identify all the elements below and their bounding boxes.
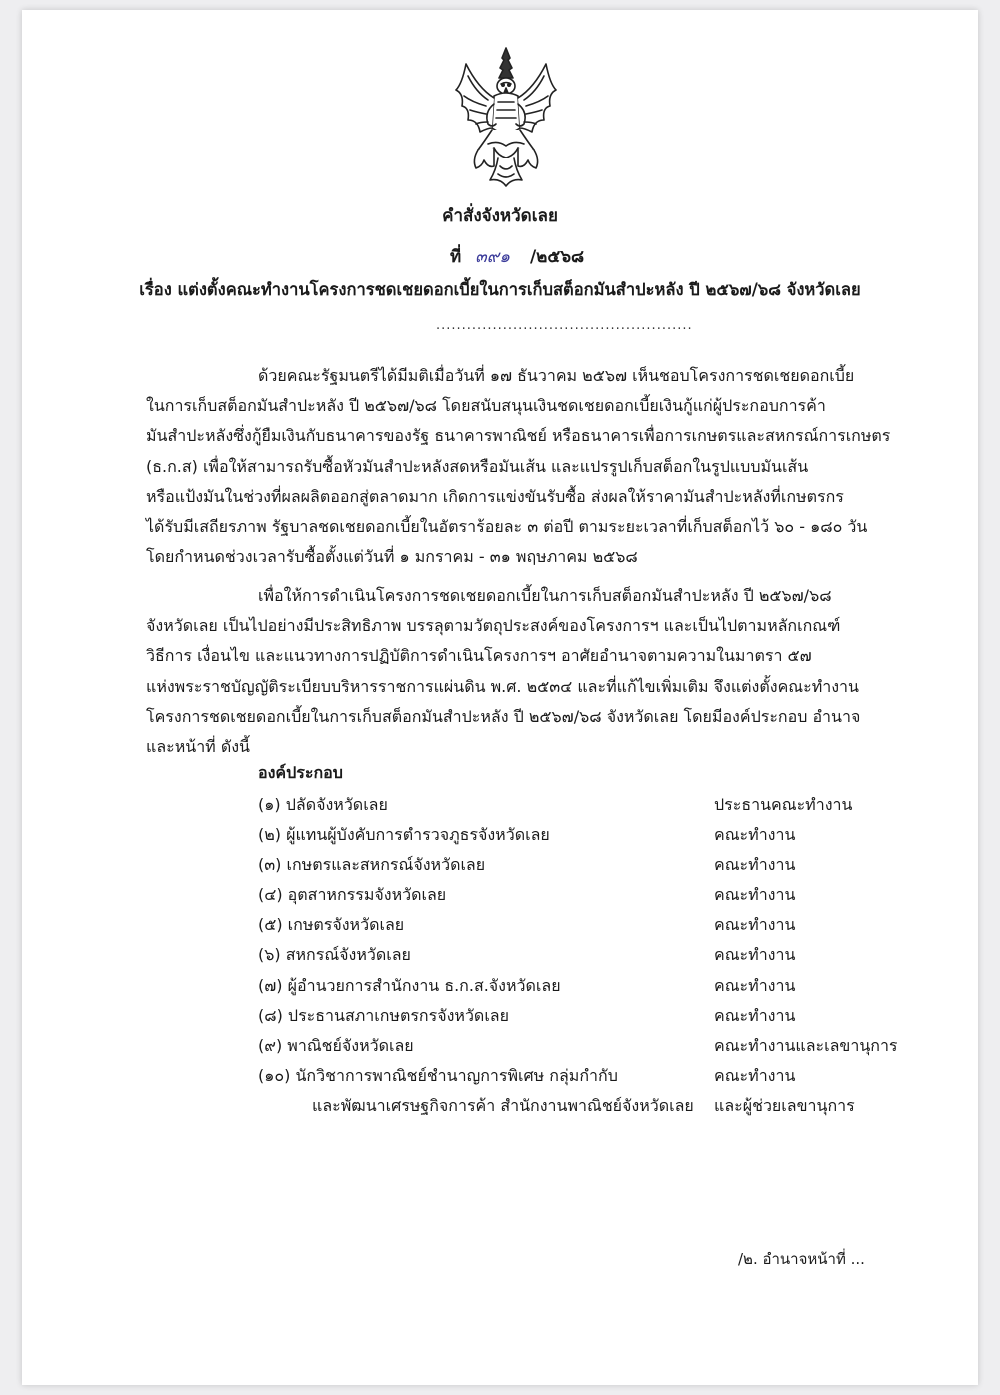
paragraph-line: ด้วยคณะรัฐมนตรีได้มีมติเมื่อวันที่ ๑๗ ธันวาคม ๒๕๖๗ เห็นชอบโครงการชดเชยดอกเบี้ย — [258, 366, 855, 385]
member-role: คณะทำงาน — [714, 1005, 796, 1025]
member-row — [258, 880, 898, 910]
member-role: คณะทำงาน — [714, 975, 796, 995]
paragraph-line: จังหวัดเลย เป็นไปอย่างมีประสิทธิภาพ บรรลุตามวัตถุประสงค์ของโครงการฯ และเป็นไปตามหลักเกณฑ์ — [146, 616, 841, 636]
paragraph-line: หรือแป้งมันในช่วงที่ผลผลิตออกสู่ตลาดมาก เกิดการแข่งขันรับซื้อ ส่งผลให้ราคามันสำปะหลังที่เกษตรกร — [146, 486, 844, 506]
composition-heading: องค์ประกอบ — [258, 763, 343, 782]
member-role: คณะทำงาน — [714, 885, 796, 905]
member-row — [258, 790, 898, 820]
member-role: คณะทำงาน — [714, 915, 796, 935]
paragraph-line: และหน้าที่ ดังนี้ — [146, 737, 250, 757]
page-continuation-note: /๒. อำนาจหน้าที่ ... — [738, 1250, 865, 1268]
member-row — [258, 820, 898, 850]
member-row — [258, 1061, 898, 1091]
paragraph-background — [146, 361, 902, 572]
order-number-year: /๒๕๖๘ — [529, 247, 585, 267]
member-role: คณะทำงาน — [714, 825, 796, 845]
member-name: (๓) เกษตรและสหกรณ์จังหวัดเลย — [258, 855, 486, 875]
paragraph-line: โดยกำหนดช่วงเวลารับซื้อตั้งแต่วันที่ ๑ มกราคม - ๓๑ พฤษภาคม ๒๕๖๘ — [146, 547, 638, 567]
order-number — [450, 243, 584, 270]
paragraph-authority — [146, 581, 902, 762]
paragraph-line: ได้รับมีเสถียรภาพ รัฐบาลชดเชยดอกเบี้ยในอัตราร้อยละ ๓ ต่อปี ตามระยะเวลาที่เก็บสต็อกไว้ ๖๐ - ๑๘๐ วัน — [146, 517, 868, 537]
order-title: คำสั่งจังหวัดเลย — [442, 206, 558, 226]
member-name-continuation: และพัฒนาเศรษฐกิจการค้า สำนักงานพาณิชย์จังหวัดเลย — [312, 1095, 694, 1115]
member-name: (๕) เกษตรจังหวัดเลย — [258, 915, 405, 935]
order-number-handwritten: ๓๙๑ — [475, 247, 511, 267]
member-role: คณะทำงานและเลขานุการ — [714, 1035, 898, 1055]
member-name: (๘) ประธานสภาเกษตรกรจังหวัดเลย — [258, 1005, 509, 1025]
member-row-continuation — [258, 1091, 898, 1121]
paragraph-line: โครงการชดเชยดอกเบี้ยในการเก็บสต็อกมันสำปะหลัง ปี ๒๕๖๗/๖๘ จังหวัดเลย โดยมีองค์ประกอบ อำนาจ — [146, 706, 861, 726]
member-row — [258, 940, 898, 970]
member-role: คณะทำงาน — [714, 855, 796, 875]
member-row — [258, 1001, 898, 1031]
order-number-prefix: ที่ — [450, 247, 462, 267]
paragraph-line: แห่งพระราชบัญญัติระเบียบบริหารราชการแผ่นดิน พ.ศ. ๒๕๓๔ และที่แก้ไขเพิ่มเติม จึงแต่งตั้งคณะทำงาน — [146, 676, 859, 696]
member-name: (๒) ผู้แทนผู้บังคับการตำรวจภูธรจังหวัดเลย — [258, 825, 550, 845]
paragraph-line: (ธ.ก.ส) เพื่อให้สามารถรับซื้อหัวมันสำปะหลังสดหรือมันเส้น และแปรรูปเก็บสต็อกในรูปแบบมันเส้น — [146, 456, 809, 476]
member-row — [258, 1031, 898, 1061]
garuda-emblem — [448, 44, 564, 190]
member-row — [258, 850, 898, 880]
member-role: คณะทำงาน — [714, 945, 796, 965]
member-name: (๖) สหกรณ์จังหวัดเลย — [258, 945, 411, 965]
member-list — [258, 790, 898, 1121]
member-row — [258, 910, 898, 940]
member-role: คณะทำงาน — [714, 1065, 796, 1085]
paragraph-line: เพื่อให้การดำเนินโครงการชดเชยดอกเบี้ยในการเก็บสต็อกมันสำปะหลัง ปี ๒๕๖๗/๖๘ — [258, 586, 832, 605]
order-subject: เรื่อง แต่งตั้งคณะทำงานโครงการชดเชยดอกเบี้ยในการเก็บสต็อกมันสำปะหลัง ปี ๒๕๖๗/๖๘ จังหวัดเลย — [139, 280, 861, 299]
member-name: (๙) พาณิชย์จังหวัดเลย — [258, 1035, 414, 1055]
member-name: (๔) อุตสาหกรรมจังหวัดเลย — [258, 885, 447, 905]
paragraph-line: วิธีการ เงื่อนไข และแนวทางการปฏิบัติการดำเนินโครงการฯ อาศัยอำนาจตามความในมาตรา ๕๗ — [146, 646, 812, 666]
member-name: (๑๐) นักวิชาการพาณิชย์ชำนาญการพิเศษ กลุ่มกำกับ — [258, 1065, 618, 1085]
paragraph-line: ในการเก็บสต็อกมันสำปะหลัง ปี ๒๕๖๗/๖๘ โดยสนับสนุนเงินชดเชยดอกเบี้ยเงินกู้แก่ผู้ประกอบการค้า — [146, 396, 826, 416]
paragraph-line: มันสำปะหลังซึ่งกู้ยืมเงินกับธนาคารของรัฐ ธนาคารพาณิชย์ หรือธนาคารเพื่อการเกษตรและสหกรณ์การเกษตร — [146, 426, 891, 446]
member-role-continuation: และผู้ช่วยเลขานุการ — [714, 1095, 855, 1115]
member-name: (๗) ผู้อำนวยการสำนักงาน ธ.ก.ส.จังหวัดเลย — [258, 975, 561, 995]
member-row — [258, 971, 898, 1001]
member-name: (๑) ปลัดจังหวัดเลย — [258, 795, 388, 814]
separator-line: .................................................. — [436, 318, 693, 333]
member-role: ประธานคณะทำงาน — [714, 795, 853, 814]
